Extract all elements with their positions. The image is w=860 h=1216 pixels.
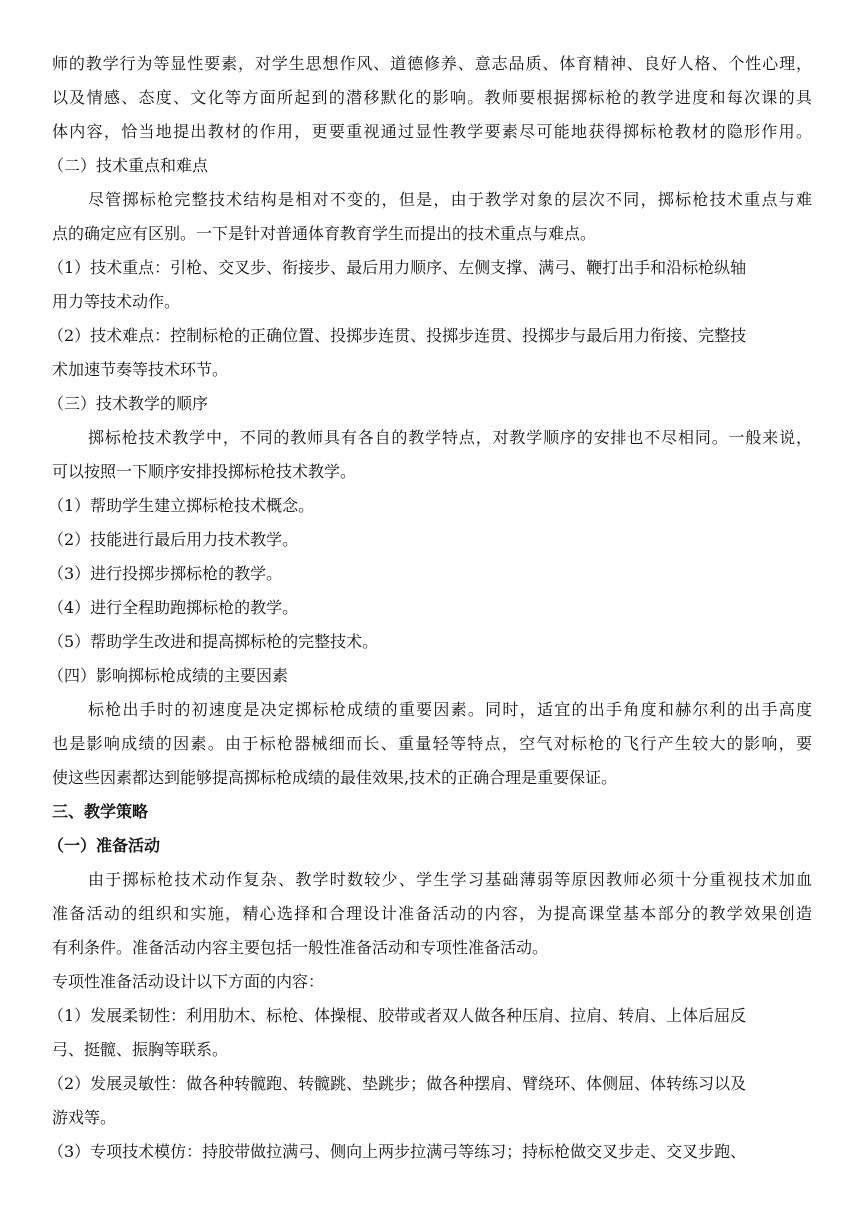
list-item: （1）发展柔韧性：利用肋木、标枪、体操棍、胶带或者双人做各种压肩、拉肩、转肩、上体后屈反	[48, 1006, 747, 1025]
list-item: （3）进行投掷步掷标枪的教学。	[48, 564, 283, 583]
text-line: 尽管掷标枪完整技术结构是相对不变的，但是，由于教学对象的层次不同，掷标枪技术重点与难	[88, 190, 812, 209]
text-line: 用力等技术动作。	[52, 292, 181, 311]
text-line: 术加速节奏等技术环节。	[52, 360, 229, 379]
list-item: （3）专项技术模仿：持胶带做拉满弓、侧向上两步拉满弓等练习；持标枪做交叉步走、交叉步跑、	[48, 1142, 747, 1161]
text-line: 以及情感、态度、文化等方面所起到的潜移默化的影响。教师要根据掷标枪的教学进度和每次课的具	[52, 88, 812, 107]
text-line: 有利条件。准备活动内容主要包括一般性准备活动和专项性准备活动。	[52, 938, 549, 957]
list-item: （1）技术重点：引枪、交叉步、衔接步、最后用力顺序、左侧支撑、满弓、鞭打出手和沿标枪纵轴	[48, 258, 747, 277]
text-line: 游戏等。	[52, 1108, 117, 1127]
list-item: （4）进行全程助跑掷标枪的教学。	[48, 598, 299, 617]
text-line: 准备活动的组织和实施，精心选择和合理设计准备活动的内容，为提高课堂基本部分的教学效果创造	[52, 904, 812, 923]
text-line: 专项性准备活动设计以下方面的内容：	[52, 972, 325, 991]
text-line: 体内容，恰当地提出教材的作用，更要重视通过显性教学要素尽可能地获得掷标枪教材的隐形作用。	[52, 122, 812, 141]
text-line: 可以按照一下顺序安排投掷标枪技术教学。	[52, 462, 357, 481]
text-line: 师的教学行为等显性要素，对学生思想作风、道德修养、意志品质、体育精神、良好人格、个性心理，	[52, 54, 812, 73]
list-item: （5）帮助学生改进和提高掷标枪的完整技术。	[48, 632, 379, 651]
section-heading: （三）技术教学的顺序	[48, 394, 209, 413]
text-line: 点的确定应有区别。一下是针对普通体育教育学生而提出的技术重点与难点。	[52, 224, 597, 243]
text-line: 掷标枪技术教学中，不同的教师具有各自的教学特点，对教学顺序的安排也不尽相同。一般来说，	[88, 428, 812, 447]
list-item: （2）技术难点：控制标枪的正确位置、投掷步连贯、投掷步连贯、投掷步与最后用力衔接、完整技	[48, 326, 747, 345]
text-line: 使这些因素都达到能够提高掷标枪成绩的最佳效果,技术的正确合理是重要保证。	[52, 768, 618, 787]
section-heading: （四）影响掷标枪成绩的主要因素	[48, 666, 289, 685]
text-line: 标枪出手时的初速度是决定掷标枪成绩的重要因素。同时，适宜的出手角度和赫尔利的出手高度	[88, 700, 812, 719]
list-item: （2）发展灵敏性：做各种转髋跑、转髋跳、垫跳步；做各种摆肩、臂绕环、体侧屈、体转练习以及	[48, 1074, 747, 1093]
section-heading: （一）准备活动	[48, 836, 161, 855]
list-item: （2）技能进行最后用力技术教学。	[48, 530, 299, 549]
text-line: 由于掷标枪技术动作复杂、教学时数较少、学生学习基础薄弱等原因教师必须十分重视技术加血	[88, 870, 812, 889]
list-item: （1）帮助学生建立掷标枪技术概念。	[48, 496, 315, 515]
text-line: 也是影响成绩的因素。由于标枪器械细而长、重量轻等特点，空气对标枪的飞行产生较大的影响，要	[52, 734, 812, 753]
section-heading: （二）技术重点和难点	[48, 156, 209, 175]
text-line: 弓、挺髋、振胸等联系。	[52, 1040, 229, 1059]
chapter-heading: 三、教学策略	[52, 802, 149, 821]
